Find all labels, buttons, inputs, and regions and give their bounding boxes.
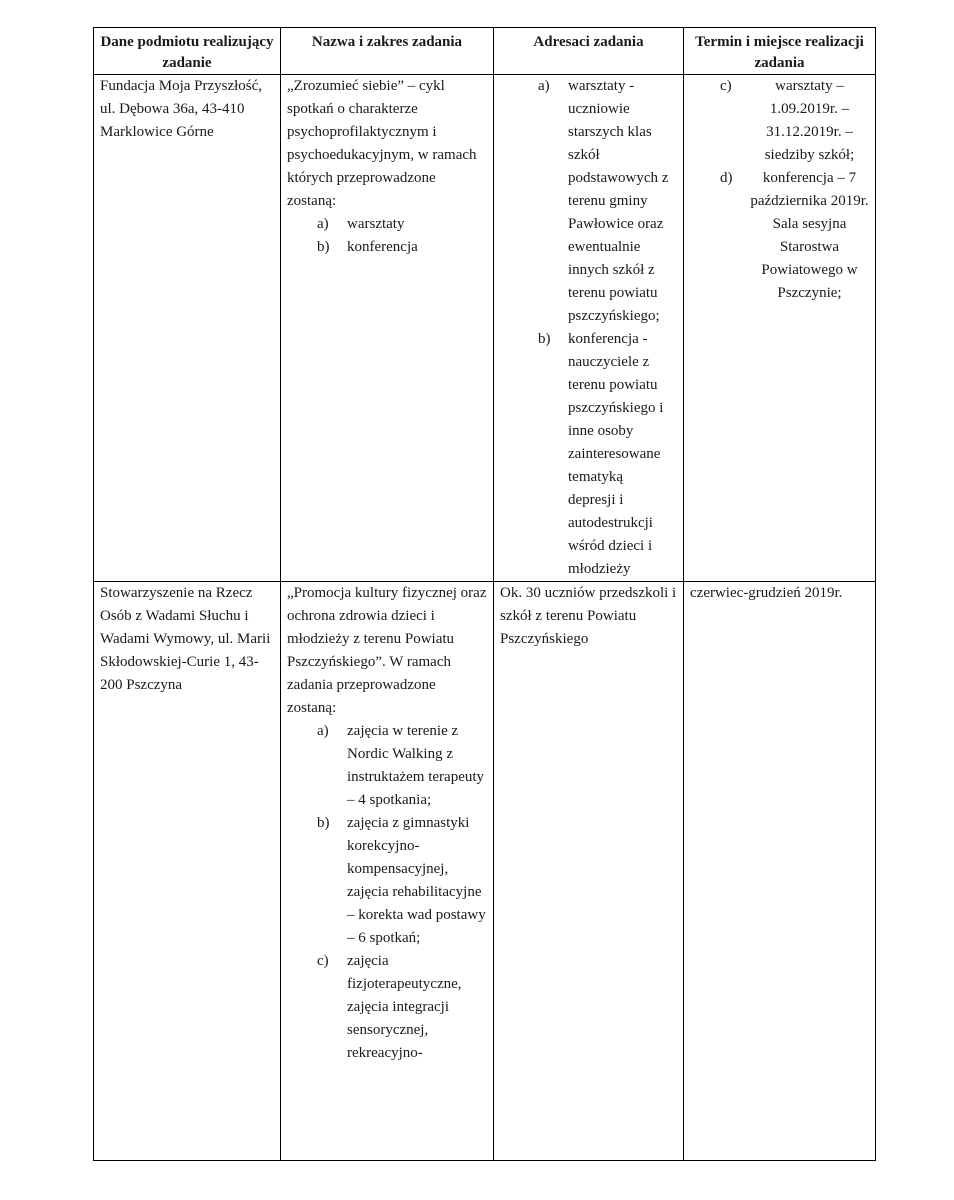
addressees-cell xyxy=(494,75,684,582)
list-marker: a) xyxy=(538,78,550,94)
addressees-cell xyxy=(494,582,684,1161)
list-marker: c) xyxy=(317,953,329,969)
schedule-cell xyxy=(684,582,876,1161)
header-addressees: Adresaci zadania xyxy=(494,28,684,75)
table-row xyxy=(94,582,876,1161)
tasks-table xyxy=(93,27,876,1161)
list-item xyxy=(500,328,677,581)
task-cell xyxy=(281,582,494,1161)
list-marker: c) xyxy=(720,78,732,94)
list-text: warsztaty - uczniowie starszych klas szkół podstawowych z terenu gminy Pawłowice oraz ewentualnie innych szkół z terenu powiatu pszczyńskiego; xyxy=(568,78,669,324)
addressees-text: Ok. 30 uczniów przedszkoli i szkół z terenu Powiatu Pszczyńskiego xyxy=(500,585,677,647)
list-item xyxy=(287,236,487,259)
list-text: konferencja - nauczyciele z terenu powiatu pszczyńskiego i inne osoby zainteresowane tematyką depresji i autodestrukcji wśród dzieci i młodzieży xyxy=(568,331,664,577)
list-text: konferencja xyxy=(347,239,418,255)
entity-text: Stowarzyszenie na Rzecz Osób z Wadami Słuchu i Wadami Wymowy, ul. Marii Skłodowskiej-Curie 1, 43-200 Pszczyna xyxy=(100,585,271,693)
list-text: konferencja – 7 października 2019r. Sala sesyjna Starostwa Powiatowego w Pszczynie; xyxy=(750,170,869,301)
list-marker: b) xyxy=(538,331,551,347)
addressees-list xyxy=(500,75,677,581)
task-list xyxy=(287,720,487,1065)
list-item xyxy=(690,75,869,167)
schedule-list xyxy=(690,75,869,305)
header-entity: Dane podmiotu realizujący zadanie xyxy=(94,28,281,75)
list-text: zajęcia z gimnastyki korekcyjno-kompensacyjnej, zajęcia rehabilitacyjne – korekta wad postawy – 6 spotkań; xyxy=(347,815,486,946)
list-item xyxy=(287,950,487,1065)
table-row xyxy=(94,75,876,582)
task-intro: „Zrozumieć siebie” – cykl spotkań o charakterze psychoprofilaktycznym i psychoedukacyjnym, w ramach których przeprowadzone zostaną: xyxy=(287,78,477,209)
list-item xyxy=(287,812,487,950)
list-item xyxy=(287,213,487,236)
list-item xyxy=(500,75,677,328)
list-text: warsztaty xyxy=(347,216,405,232)
list-text: zajęcia w terenie z Nordic Walking z instruktażem terapeuty – 4 spotkania; xyxy=(347,723,485,808)
entity-cell xyxy=(94,582,281,1161)
list-text: warsztaty – 1.09.2019r. – 31.12.2019r. – siedziby szkół; xyxy=(764,78,855,163)
schedule-text: czerwiec-grudzień 2019r. xyxy=(690,585,843,601)
list-marker: b) xyxy=(317,815,330,831)
list-marker: d) xyxy=(720,170,733,186)
task-list xyxy=(287,213,487,259)
list-item xyxy=(287,720,487,812)
header-task: Nazwa i zakres zadania xyxy=(281,28,494,75)
entity-cell xyxy=(94,75,281,582)
list-marker: b) xyxy=(317,239,330,255)
list-marker: a) xyxy=(317,723,329,739)
task-intro: „Promocja kultury fizycznej oraz ochrona zdrowia dzieci i młodzieży z terenu Powiatu Pszczyńskiego”. W ramach zadania przeprowadzone zostaną: xyxy=(287,585,487,716)
list-item xyxy=(690,167,869,305)
entity-text: Fundacja Moja Przyszłość, ul. Dębowa 36a, 43-410 Marklowice Górne xyxy=(100,78,263,140)
list-marker: a) xyxy=(317,216,329,232)
task-cell xyxy=(281,75,494,582)
header-schedule: Termin i miejsce realizacji zadania xyxy=(684,28,876,75)
list-text: zajęcia fizjoterapeutyczne, zajęcia integracji sensorycznej, rekreacyjno- xyxy=(347,953,462,1061)
schedule-cell xyxy=(684,75,876,582)
header-row xyxy=(94,28,876,75)
